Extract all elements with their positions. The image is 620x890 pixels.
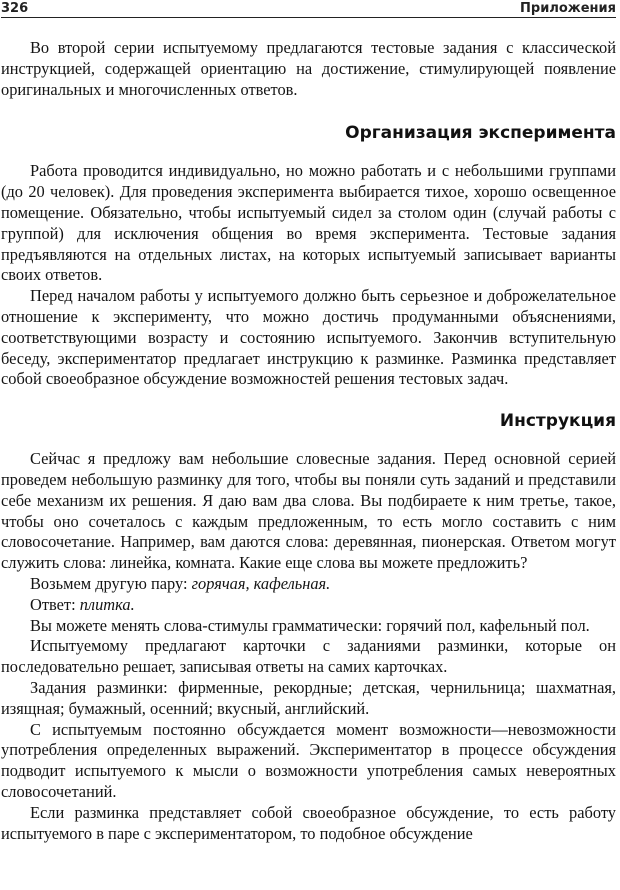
page-number: 326	[1, 1, 29, 16]
answer-word: плитка.	[79, 594, 135, 614]
heading-instruction: Инструкция	[499, 411, 616, 432]
example-pair-words: горячая, кафельная.	[191, 573, 331, 593]
instruction-paragraph-2	[1, 574, 616, 595]
running-section-title: Приложения	[520, 1, 616, 16]
instruction-paragraph-5: Испытуемому предлагают карточки с заданиями разминки, которые он последовательно решает, записывая ответы на самих карточках.	[1, 636, 616, 677]
instruction-paragraph-1: Сейчас я предложу вам небольшие словесные задания. Перед основной серией проведем небольшую разминку для того, чтобы вы поняли суть заданий и представили себе механизм их решения. Я даю вам два слова. Вы подбираете к ним третье, такое, чтобы оно сочеталось с каждым предложенным, то есть могло составить с ним словосочетание. Например, вам даются слова: деревянная, пионерская. Ответом могут служить слова: линейка, комната. Какие еще слова вы можете предложить?	[1, 449, 616, 573]
example-pair-prefix: Возьмем другую пару:	[30, 573, 192, 593]
intro-paragraph: Во второй серии испытуемому предлагаются тестовые задания с классической инструкцией, содержащей ориентацию на достижение, стимулирующей появление оригинальных и многочисленных ответов.	[1, 38, 616, 99]
instruction-paragraph-6: Задания разминки: фирменные, рекордные; детская, чернильница; шахматная, изящная; бумажный, осенний; вкусный, английский.	[1, 677, 616, 718]
instruction-paragraph-3	[1, 595, 616, 616]
organization-paragraph-2: Перед началом работы у испытуемого должно быть серьезное и доброжелательное отношение к эксперименту, что можно достичь продуманными объяснениями, соответствующими возрасту и состоянию испытуемого. Закончив вступительную беседу, экспериментатор предлагает инструкцию к разминке. Разминка представляет собой своеобразное обсуждение возможностей решения тестовых задач.	[1, 286, 616, 389]
instruction-paragraph-7: С испытуемым постоянно обсуждается момент возможности—невозможности употребления определенных выражений. Экспериментатор в процессе обсуждения подводит испытуемого к мысли о возможности употребления самых невероятных словосочетаний.	[1, 719, 616, 801]
instruction-paragraph-4: Вы можете менять слова-стимулы грамматически: горячий пол, кафельный пол.	[30, 615, 590, 635]
answer-prefix: Ответ:	[30, 594, 80, 614]
running-header	[1, 0, 616, 18]
organization-paragraph-1: Работа проводится индивидуально, но можно работать и с небольшими группами (до 20 человек). Для проведения эксперимента выбирается тихое, хорошо освещенное помещение. Обязательно, чтобы испытуемый сидел за столом один (случай работы с группой) для исключения общения во время эксперимента. Тестовые задания предъявляются на отдельных листах, на которых испытуемый записывает варианты своих ответов.	[1, 161, 616, 285]
heading-organization: Организация эксперимента	[345, 123, 616, 144]
instruction-paragraph-8: Если разминка представляет собой своеобразное обсуждение, то есть работу испытуемого в паре с экспериментатором, то подобное обсуждение	[1, 802, 616, 843]
